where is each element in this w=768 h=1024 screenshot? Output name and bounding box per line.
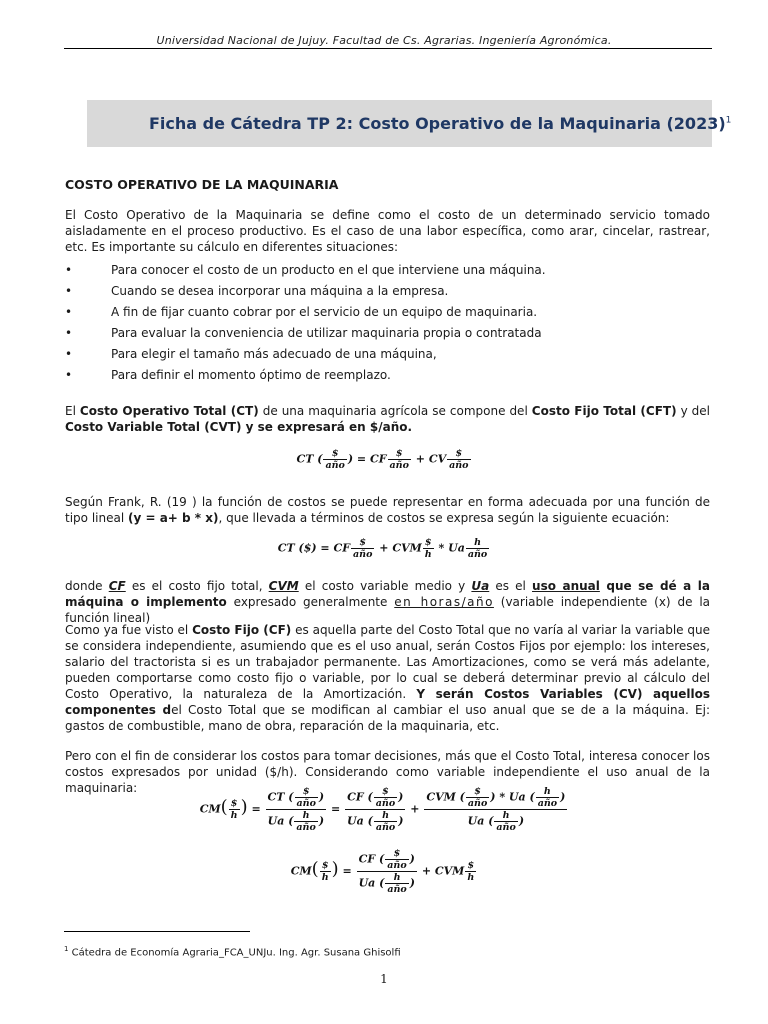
intro-paragraph: El Costo Operativo de la Maquinaria se define como el costo de un determinado servicio tomado aisladamente en el proceso productivo. Es el caso de una labor específica, como arar, cincelar, rastrear, etc. Es importante su cálculo en diferentes situaciones: (65, 208, 710, 254)
list-item: • Para elegir el tamaño más adecuado de una máquina, (65, 347, 437, 361)
bullet-icon: • (65, 347, 73, 361)
fixed-variable-costs-paragraph: Como ya fue visto el Costo Fijo (CF) es aquella parte del Costo Total que no varía al variar la variable que se considera independiente, asumiendo que es el uso anual, serán Costos Fijos por ejemplo: los intereses, salario del tractorista si es un trabajador permanente. Las Amortizaciones, como se verá más adelante, pueden comportarse como costo fijo o variable, por lo cual se deberá determinar previo al cálculo del Costo Operativo, la naturaleza de la Amortización. Y serán Costos Variables (CV) aquellos componentes del Costo Total que se modifican al cambiar el uso anual que se de a la máquina. Ej: gastos de combustible, mano de obra, reparación de la maquinaria, etc. (65, 623, 711, 733)
cost-composition-paragraph: El Costo Operativo Total (CT) de una maquinaria agrícola se compone del Costo Fijo Total (CFT) y del Costo Variable Total (CVT) y se expresará en $/año. (65, 404, 710, 434)
title-box (87, 100, 732, 147)
list-item: • Para evaluar la conveniencia de utilizar maquinaria propia o contratada (65, 326, 542, 340)
title-footnote-mark: 1 (725, 115, 732, 126)
equation-mean-cost-simplified: CM( $\frac{\$}{h}$ ) = CF ( $\frac{\$}{\text{año}}$ ) Ua ( $\frac{h}{\text{año}}$ ) + CVM $\frac{\$}{h}$ (290, 848, 475, 895)
bullet-icon: • (65, 284, 73, 298)
bullet-list (65, 262, 710, 388)
unit-cost-paragraph: Pero con el fin de considerar los costos para tomar decisiones, más que el Costo Total, interesa conocer los costos expresados por unidad ($/h). Considerando como variable independiente el uso anual de la maquinaria: (65, 749, 710, 795)
document-title-text: Ficha de Cátedra TP 2: Costo Operativo de la Maquinaria (2023) (149, 114, 726, 133)
variables-definition-paragraph: donde CF es el costo fijo total, CVM el costo variable medio y Ua es el uso anual que se dé a la máquina o implemento expresado generalmente en horas/año (variable independiente (x) de la función lineal) (65, 579, 711, 625)
equation-linear-cost: CT ($) = CF $\frac{\$}{\text{año}}$ + CVM $\frac{\$}{h}$ * Ua $\frac{h}{\text{año}}$ (277, 537, 488, 560)
header-rule (64, 48, 712, 49)
equation-total-cost: CT ( $\frac{\$}{\text{año}}$ ) = CF $\frac{\$}{\text{año}}$ + CV $\frac{\$}{\text{año}}$ (296, 448, 469, 471)
document-title (149, 114, 731, 133)
equation-mean-cost-expanded: CM( $\frac{\$}{h}$ ) = CT ( $\frac{\$}{\text{año}}$ ) Ua ( $\frac{h}{\text{año}}$ ) = CF ( $\frac{\$}{\text{año}}$ ) Ua ( $\frac{h}{\text{año}}$ ) + CVM ( $\frac{\$}{\text{año}}$ ) * Ua ( $\frac{h}{\text{año}}$ ) Ua ( $\frac{h}{\text{año}}$ ) (199, 786, 566, 833)
footnote-rule (64, 931, 250, 932)
list-item: • Para definir el momento óptimo de reemplazo. (65, 368, 391, 382)
linear-function-paragraph: Según Frank, R. (19 ) la función de costos se puede representar en forma adecuada por una función de tipo lineal (y = a+ b * x), que llevada a términos de costos se expresa según la siguiente ecuación: (65, 495, 710, 525)
running-header: Universidad Nacional de Jujuy. Facultad de Cs. Agrarias. Ingeniería Agronómica. (156, 34, 612, 47)
list-item: • A fin de fijar cuanto cobrar por el servicio de un equipo de maquinaria. (65, 305, 538, 319)
bullet-icon: • (65, 263, 73, 277)
footnote-text: Cátedra de Economía Agraria_FCA_UNJu. Ing. Agr. Susana Ghisolfi (68, 947, 401, 959)
footnote (64, 945, 401, 958)
bullet-icon: • (65, 305, 73, 319)
list-item: • Para conocer el costo de un producto en el que interviene una máquina. (65, 263, 546, 277)
page-number: 1 (380, 972, 388, 986)
list-item: • Cuando se desea incorporar una máquina a la empresa. (65, 284, 449, 298)
footnote-mark: 1 (64, 945, 69, 953)
section-heading: COSTO OPERATIVO DE LA MAQUINARIA (65, 177, 339, 192)
bullet-icon: • (65, 326, 73, 340)
bullet-icon: • (65, 368, 73, 382)
